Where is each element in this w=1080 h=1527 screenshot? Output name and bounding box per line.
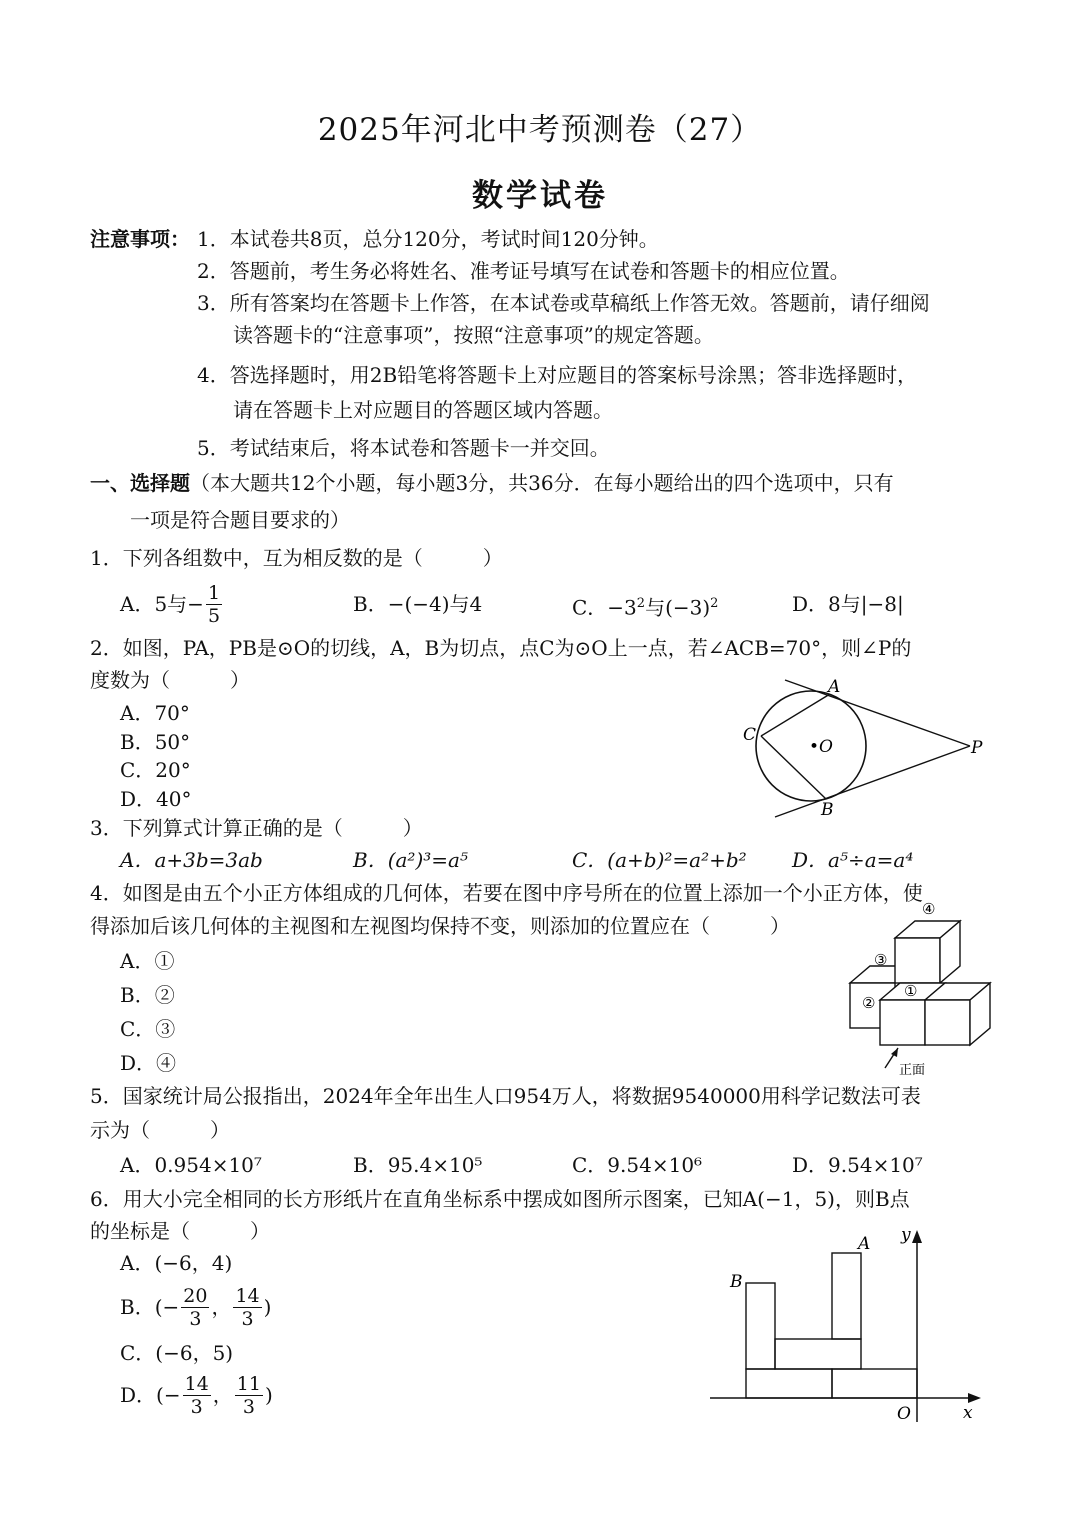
exponent: 2: [636, 596, 646, 611]
q6-option-d-end: ): [264, 1383, 273, 1407]
notice-item-5: 5．考试结束后，将本试卷和答题卡一并交回。: [197, 436, 610, 460]
cube-front-right: [925, 1000, 970, 1045]
q6-stem-cont: 的坐标是（ ）: [90, 1219, 270, 1243]
fraction-denominator: 3: [190, 1395, 203, 1418]
q6-option-b-sep: ，: [211, 1295, 232, 1319]
q1-option-c[interactable]: [572, 591, 718, 621]
q4-cube-figure: [840, 898, 1000, 1078]
q3-option-a[interactable]: A．a+3b=3ab: [120, 848, 263, 872]
q4-option-a[interactable]: A．①: [120, 949, 175, 973]
q2-circle-tangent-figure: [735, 670, 995, 825]
q6-coordinate-figure: [705, 1222, 995, 1427]
q3-option-d[interactable]: D．a⁵÷a=a⁴: [792, 848, 914, 872]
marker-1: ①: [904, 982, 918, 1000]
notice-item-2: 2．答题前，考生务必将姓名、准考证号填写在试卷和答题卡的相应位置。: [197, 259, 850, 283]
notice-item-3-cont: 读答题卡的“注意事项”，按照“注意事项”的规定答题。: [233, 323, 714, 347]
fraction-numerator: 1: [207, 581, 221, 604]
label-a: A: [858, 1234, 871, 1254]
q6-option-b-end: ): [263, 1295, 272, 1319]
notice-item-4: 4．答选择题时，用2B铅笔将答题卡上对应题目的答案标号涂黑；答非选择题时，: [197, 363, 918, 387]
fraction-denominator: 3: [242, 1395, 255, 1418]
q5-option-d[interactable]: D．9.54×10⁷: [792, 1153, 923, 1177]
exam-subject: 数学试卷: [472, 178, 608, 214]
q1-option-c-mid: 与(−3): [645, 595, 711, 620]
label-y: y: [901, 1225, 911, 1245]
q1-option-c-pre: C．−3: [572, 595, 637, 620]
q1-option-d[interactable]: D．8与|−8|: [792, 592, 904, 616]
q2-option-b[interactable]: B．50°: [120, 730, 191, 754]
q5-option-b[interactable]: B．95.4×10⁵: [353, 1153, 483, 1177]
fraction-numerator: 11: [236, 1372, 261, 1395]
q3-option-b[interactable]: B．(a²)³=a⁵: [353, 848, 468, 872]
label-x: x: [963, 1403, 973, 1423]
q2-stem-cont: 度数为（ ）: [90, 668, 250, 692]
q6-option-d-pre: D．(−: [120, 1383, 181, 1407]
chord-ca: [761, 694, 830, 736]
section-1-desc-cont: 一项是符合题目要求的）: [130, 508, 350, 532]
section-1-label: 一、选择题: [90, 471, 190, 495]
q4-option-d[interactable]: D．④: [120, 1051, 177, 1075]
section-1-heading: [90, 470, 894, 496]
label-b: B: [730, 1272, 743, 1292]
fraction-denominator: 3: [241, 1307, 254, 1330]
fraction-numerator: 14: [184, 1372, 209, 1395]
q6-option-b-fraction-1: [181, 1285, 209, 1330]
q6-option-b[interactable]: [120, 1281, 271, 1333]
exam-title: 2025年河北中考预测卷（27）: [317, 112, 763, 148]
label-origin: O: [897, 1404, 911, 1424]
q2-stem: 2．如图，PA，PB是⊙O的切线，A，B为切点，点C为⊙O上一点，若∠ACB=70°，则∠P的: [90, 636, 912, 660]
q6-option-c[interactable]: C．(−6，5): [120, 1341, 234, 1365]
q6-option-d-fraction-1: [183, 1373, 211, 1418]
cube-front-left: [880, 1000, 925, 1045]
notice-item-3: 3．所有答案均在答题卡上作答，在本试卷或草稿纸上作答无效。答题前，请仔细阅: [197, 291, 930, 315]
q3-stem: 3．下列算式计算正确的是（ ）: [90, 816, 423, 840]
marker-4: ④: [922, 900, 936, 918]
q5-stem-cont: 示为（ ）: [90, 1118, 230, 1142]
cube-4-front: [895, 938, 940, 983]
q1-option-b[interactable]: B．−(−4)与4: [353, 592, 483, 616]
label-o: •O: [809, 737, 833, 757]
q6-option-d[interactable]: [120, 1369, 273, 1421]
notice-label: 注意事项：: [90, 227, 190, 251]
fraction-numerator: 14: [235, 1284, 260, 1307]
x-axis-arrow: [968, 1393, 981, 1403]
tangent-pb: [775, 746, 970, 817]
q6-option-b-fraction-2: [233, 1285, 261, 1330]
q1-option-a-text: A．5与−: [120, 592, 204, 616]
q5-option-a[interactable]: A．0.954×10⁷: [120, 1153, 262, 1177]
q5-stem: 5．国家统计局公报指出，2024年全年出生人口954万人，将数据9540000用科学记数法可表: [90, 1084, 921, 1108]
q6-option-d-fraction-2: [235, 1373, 263, 1418]
q1-option-a[interactable]: [120, 578, 224, 630]
q4-stem-cont: 得添加后该几何体的主视图和左视图均保持不变，则添加的位置应在（ ）: [90, 914, 790, 938]
q1-stem: 1．下列各组数中，互为相反数的是（ ）: [90, 546, 503, 570]
q6-stem: 6．用大小完全相同的长方形纸片在直角坐标系中摆成如图所示图案，已知A(−1，5)，则B点: [90, 1187, 910, 1211]
q2-option-a[interactable]: A．70°: [120, 701, 190, 725]
q4-option-c[interactable]: C．③: [120, 1017, 176, 1041]
marker-2: ②: [862, 994, 876, 1012]
q3-option-c[interactable]: C．(a+b)²=a²+b²: [572, 848, 747, 872]
exponent: 2: [710, 596, 719, 611]
section-1-desc: （本大题共12个小题，每小题3分，共36分．在每小题给出的四个选项中，只有: [190, 471, 894, 495]
marker-3: ③: [874, 951, 888, 969]
q2-option-d[interactable]: D．40°: [120, 787, 192, 811]
label-b: B: [821, 800, 834, 820]
q4-option-b[interactable]: B．②: [120, 983, 175, 1007]
rect-bottom-right: [832, 1369, 917, 1398]
q4-stem: 4．如图是由五个小正方体组成的几何体，若要在图中序号所在的位置上添加一个小正方体，使: [90, 881, 923, 905]
q5-option-c[interactable]: C．9.54×10⁶: [572, 1153, 703, 1177]
q1-option-a-fraction: [206, 582, 222, 627]
label-a: A: [828, 677, 841, 697]
notice-item-4-cont: 请在答题卡上对应题目的答题区域内答题。: [233, 398, 613, 422]
q6-option-b-pre: B．(−: [120, 1295, 180, 1319]
rect-middle: [775, 1339, 861, 1369]
rect-b-vertical: [746, 1283, 775, 1369]
label-c: C: [743, 725, 757, 745]
label-p: P: [971, 738, 983, 758]
front-label: 正面: [899, 1063, 926, 1078]
q2-option-c[interactable]: C．20°: [120, 758, 191, 782]
fraction-denominator: 5: [207, 604, 221, 627]
y-axis-arrow: [912, 1230, 922, 1243]
q6-option-a[interactable]: A．(−6，4): [120, 1251, 233, 1275]
front-arrowhead: [891, 1048, 898, 1057]
fraction-denominator: 3: [189, 1307, 202, 1330]
fraction-numerator: 20: [183, 1284, 208, 1307]
rect-bottom-left: [746, 1369, 832, 1398]
notice-item-1: 1．本试卷共8页，总分120分，考试时间120分钟。: [197, 227, 659, 251]
q6-option-d-sep: ，: [212, 1383, 233, 1407]
rect-a-vertical: [832, 1253, 861, 1339]
